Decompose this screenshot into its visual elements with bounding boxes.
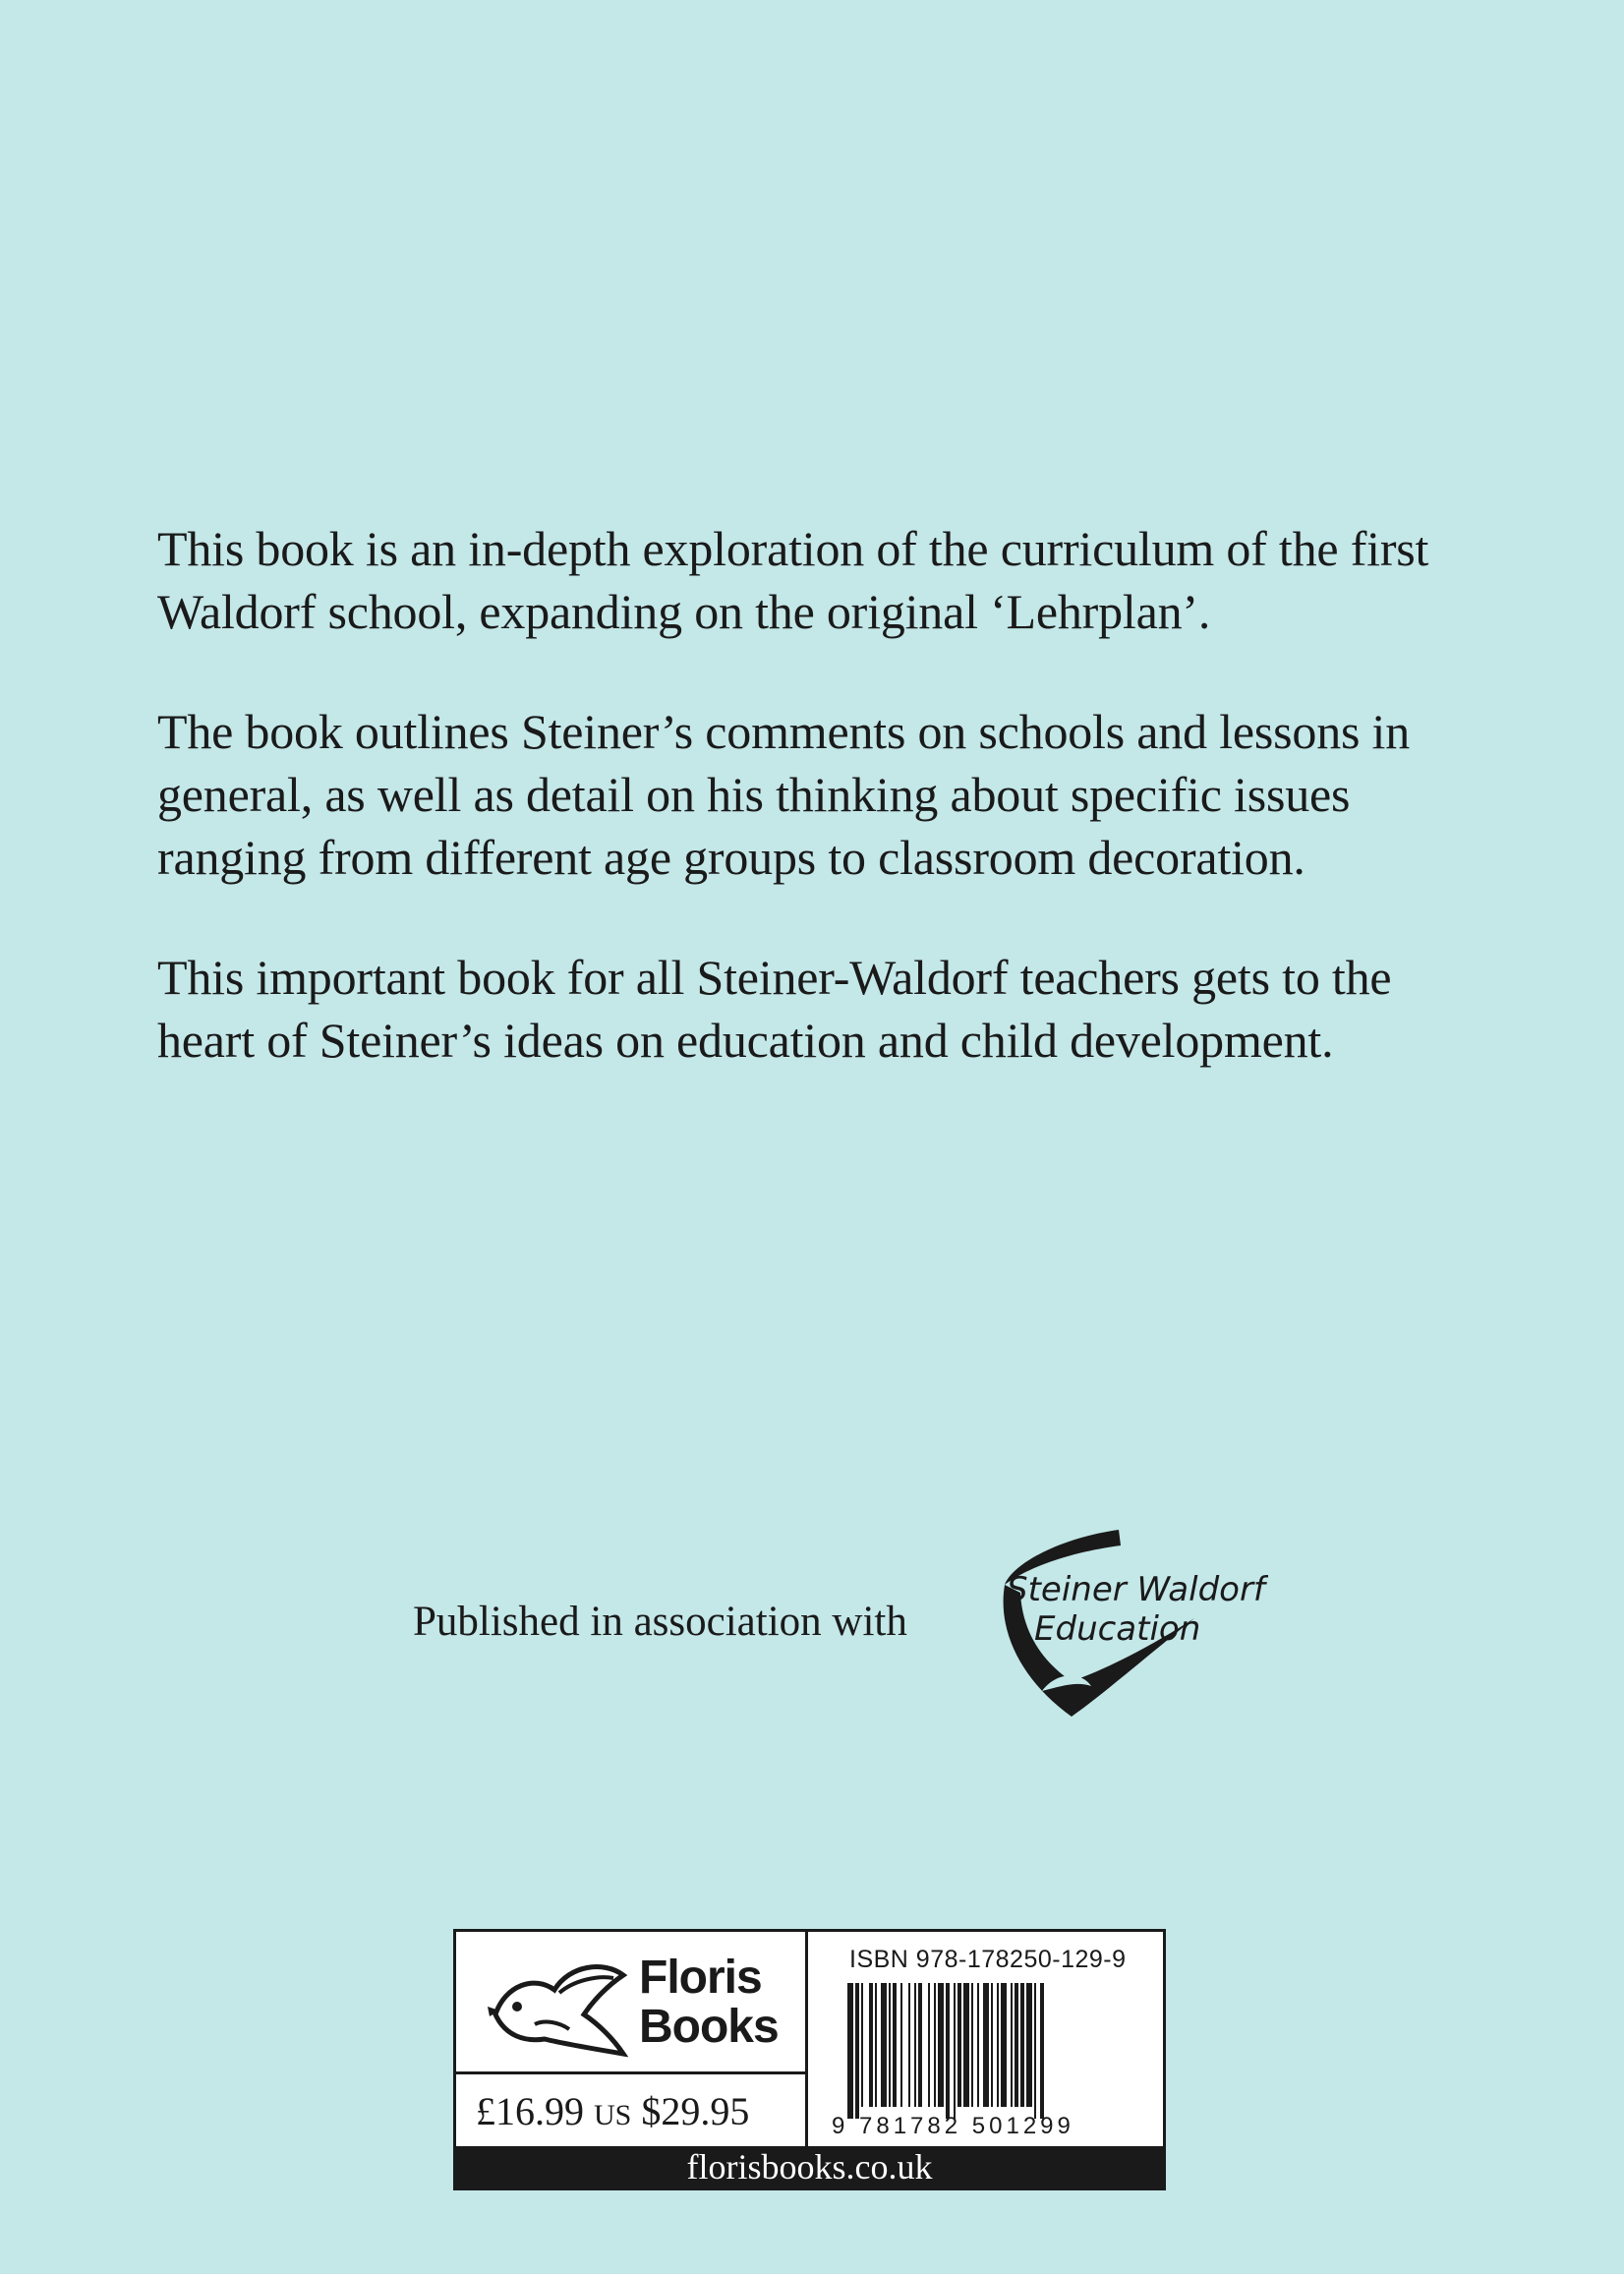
barcode-bar bbox=[991, 1983, 993, 2107]
barcode-bar bbox=[908, 1983, 910, 2107]
barcode-bar bbox=[875, 1983, 877, 2107]
blurb-paragraph-3: This important book for all Steiner-Waldorf teachers gets to the heart of Steiner’s ideas on education and child development. bbox=[157, 950, 1392, 1068]
blurb-paragraph-1: This book is an in-depth exploration of the curriculum of the first Waldorf school, expanding on the original ‘Lehrplan’. bbox=[157, 521, 1429, 639]
barcode-bar bbox=[847, 1983, 853, 2119]
barcode-bar bbox=[928, 1983, 930, 2107]
barcode-bar bbox=[1011, 1983, 1013, 2107]
website-url: florisbooks.co.uk bbox=[456, 2146, 1163, 2187]
barcode-bar bbox=[1040, 1983, 1044, 2119]
barcode-bar bbox=[997, 1983, 999, 2107]
barcode-bar bbox=[855, 1983, 859, 2119]
barcode-bar bbox=[957, 1983, 961, 2107]
association-text: Published in association with bbox=[413, 1599, 907, 1645]
barcode-bar bbox=[934, 1983, 936, 2107]
price-usd: $29.95 bbox=[641, 2089, 750, 2133]
barcode-panel bbox=[453, 1929, 1166, 2190]
logo-text-line1: Steiner Waldorf bbox=[1007, 1570, 1265, 1609]
association-line bbox=[413, 1570, 1265, 1649]
price-us-label: US bbox=[594, 2099, 632, 2131]
barcode-digits: 9 781782 501299 bbox=[832, 2113, 1074, 2139]
blurb bbox=[157, 517, 1494, 1129]
publisher-name bbox=[639, 1953, 779, 2052]
publisher-name-line2: Books bbox=[639, 2001, 779, 2053]
barcode-bar bbox=[938, 1983, 944, 2107]
barcode-bar bbox=[861, 1983, 863, 2107]
barcode-bar bbox=[918, 1983, 922, 2107]
barcode-bar bbox=[977, 1983, 979, 2107]
price bbox=[456, 2074, 808, 2148]
barcode-bar bbox=[900, 1983, 902, 2107]
dove-icon bbox=[476, 1946, 633, 2064]
barcode-bar bbox=[963, 1983, 969, 2107]
logo-text-line2: Education bbox=[1034, 1609, 1201, 1649]
barcode-bar bbox=[881, 1983, 887, 2107]
steiner-waldorf-logo-icon bbox=[944, 1524, 1268, 1720]
barcode-bar bbox=[1026, 1983, 1032, 2107]
barcode-bar bbox=[914, 1983, 916, 2107]
isbn-label: ISBN 978-178250-129-9 bbox=[849, 1946, 1127, 1973]
barcode-bar bbox=[1034, 1983, 1036, 2119]
barcode-bar bbox=[1001, 1983, 1007, 2107]
barcode-bar bbox=[954, 1983, 956, 2119]
blurb-paragraph-2: The book outlines Steiner’s comments on schools and lessons in general, as well as detail on his thinking about specific issues ranging from different age groups to classroom decoration. bbox=[157, 704, 1411, 885]
barcode-bar bbox=[1015, 1983, 1018, 2107]
barcode-bar bbox=[983, 1983, 989, 2107]
barcode-bar bbox=[889, 1983, 891, 2107]
barcode-bar bbox=[946, 1983, 950, 2119]
barcode-bar bbox=[971, 1983, 973, 2107]
floris-books-logo bbox=[456, 1932, 808, 2074]
price-gbp: £16.99 bbox=[476, 2089, 584, 2133]
barcode bbox=[847, 1983, 1142, 2119]
publisher-name-line1: Floris bbox=[639, 1952, 762, 2004]
barcode-bar bbox=[869, 1983, 873, 2107]
barcode-bar bbox=[893, 1983, 897, 2107]
barcode-bar bbox=[1020, 1983, 1024, 2107]
